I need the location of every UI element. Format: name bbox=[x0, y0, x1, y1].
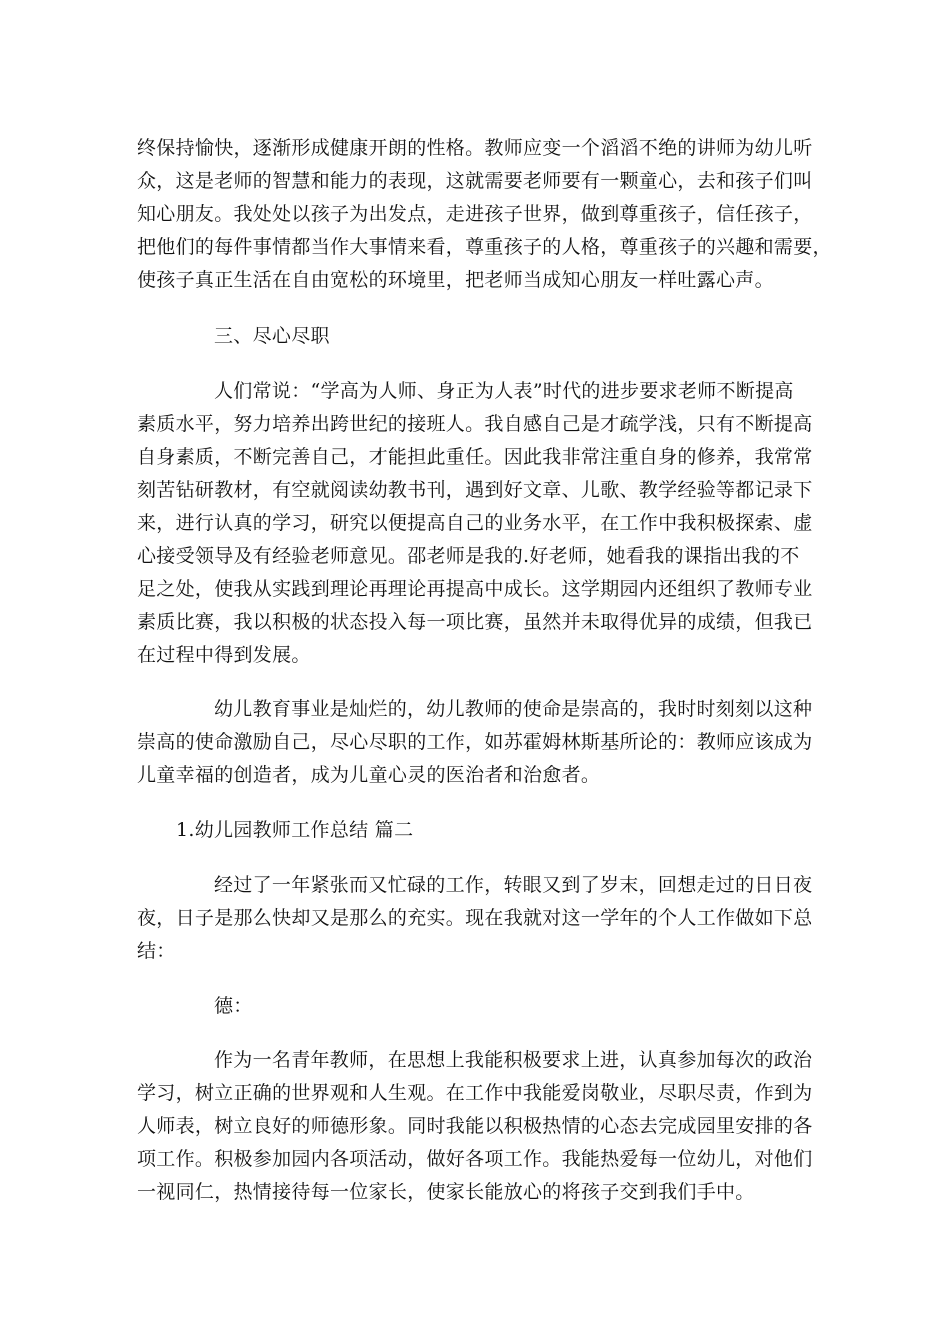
paragraph-5-line-1: 作为一名青年教师，在思想上我能积极要求上进，认真参加每次的政治 bbox=[214, 1049, 813, 1071]
paragraph-1-line-5: 使孩子真正生活在自由宽松的环境里，把老师当成知心朋友一样吐露心声。 bbox=[137, 269, 774, 291]
paragraph-1-line-1: 终保持愉快，逐渐形成健康开朗的性格。教师应变一个滔滔不绝的讲师为幼儿听 bbox=[137, 137, 813, 159]
section-heading-3: 三、尽心尽职 bbox=[214, 325, 330, 347]
part-2-heading: 1.幼儿园教师工作总结 篇二 bbox=[176, 819, 414, 841]
paragraph-2-line-6: 心接受领导及有经验老师意见。邵老师是我的.好老师，她看我的课指出我的不 bbox=[137, 545, 800, 567]
paragraph-2-line-5: 来，进行认真的学习，研究以便提高自己的业务水平，在工作中我积极探索、虚 bbox=[137, 512, 813, 534]
paragraph-1-line-2: 众，这是老师的智慧和能力的表现，这就需要老师要有一颗童心，去和孩子们叫 bbox=[137, 170, 813, 192]
paragraph-2-line-8: 素质比赛，我以积极的状态投入每一项比赛，虽然并未取得优异的成绩，但我已 bbox=[137, 611, 813, 633]
paragraph-5-line-5: 一视同仁，热情接待每一位家长，使家长能放心的将孩子交到我们手中。 bbox=[137, 1181, 755, 1203]
virtue-heading: 德： bbox=[214, 995, 253, 1017]
paragraph-5-line-4: 项工作。积极参加园内各项活动，做好各项工作。我能热爱每一位幼儿，对他们 bbox=[137, 1148, 813, 1170]
paragraph-4-line-2: 夜，日子是那么快却又是那么的充实。现在我就对这一学年的个人工作做如下总 bbox=[137, 907, 813, 929]
paragraph-2-line-3: 自身素质，不断完善自己，才能担此重任。因此我非常注重自身的修养，我常常 bbox=[137, 446, 813, 468]
paragraph-2-line-9: 在过程中得到发展。 bbox=[137, 644, 311, 666]
paragraph-5-line-3: 人师表，树立良好的师德形象。同时我能以积极热情的心态去完成园里安排的各 bbox=[137, 1115, 813, 1137]
paragraph-2-line-1: 人们常说：“学高为人师、身正为人表”时代的进步要求老师不断提高 bbox=[214, 380, 794, 402]
paragraph-1-line-3: 知心朋友。我处处以孩子为出发点，走进孩子世界，做到尊重孩子，信任孩子， bbox=[137, 203, 813, 225]
paragraph-2-line-7: 足之处，使我从实践到理论再理论再提高中成长。这学期园内还组织了教师专业 bbox=[137, 578, 813, 600]
paragraph-5-line-2: 学习，树立正确的世界观和人生观。在工作中我能爱岗敬业，尽职尽责，作到为 bbox=[137, 1082, 813, 1104]
paragraph-3-line-1: 幼儿教育事业是灿烂的，幼儿教师的使命是崇高的，我时时刻刻以这种 bbox=[214, 698, 813, 720]
paragraph-4-line-1: 经过了一年紧张而又忙碌的工作，转眼又到了岁末，回想走过的日日夜 bbox=[214, 874, 813, 896]
paragraph-3-line-3: 儿童幸福的创造者，成为儿童心灵的医治者和治愈者。 bbox=[137, 764, 601, 786]
paragraph-2-line-2: 素质水平，努力培养出跨世纪的接班人。我自感自己是才疏学浅，只有不断提高 bbox=[137, 413, 813, 435]
paragraph-2-line-4: 刻苦钻研教材，有空就阅读幼教书刊，遇到好文章、儿歌、教学经验等都记录下 bbox=[137, 479, 813, 501]
paragraph-1-line-4: 把他们的每件事情都当作大事情来看，尊重孩子的人格，尊重孩子的兴趣和需要， bbox=[137, 236, 832, 258]
paragraph-3-line-2: 崇高的使命激励自己，尽心尽职的工作，如苏霍姆林斯基所论的：教师应该成为 bbox=[137, 731, 813, 753]
paragraph-4-line-3: 结： bbox=[137, 940, 176, 962]
